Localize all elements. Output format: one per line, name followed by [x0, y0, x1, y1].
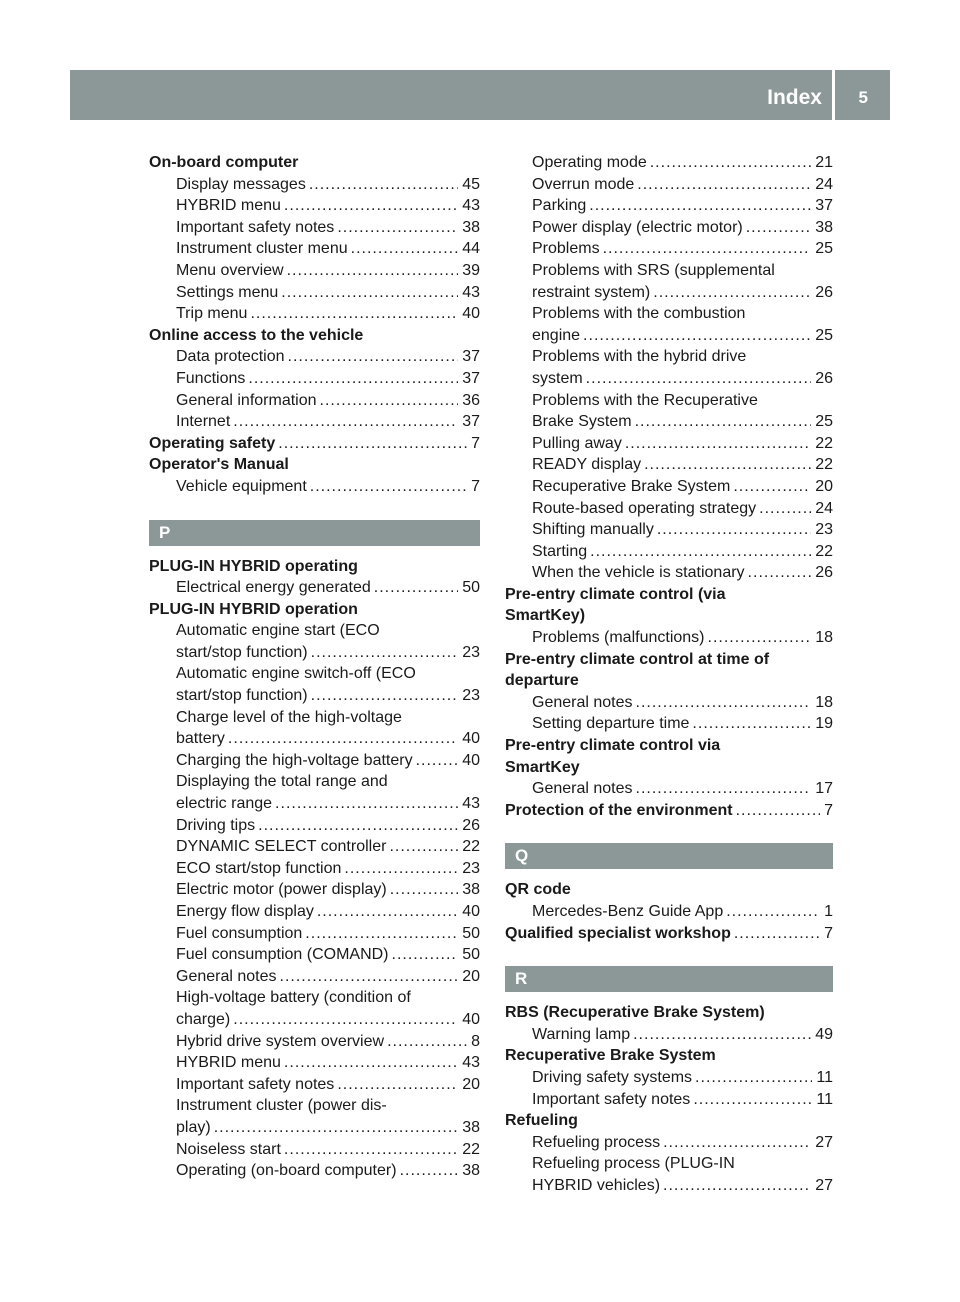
index-subentry[interactable]: electric range ..... 43 — [149, 793, 480, 815]
index-entry-plug-in-hybrid-operating[interactable]: PLUG-IN HYBRID operating — [149, 557, 358, 575]
index-entry-operating-safety[interactable]: Operating safety ..... 7 — [149, 433, 480, 455]
index-entry-pre-entry-climate-via-smartkey-b[interactable]: SmartKey) — [505, 607, 586, 625]
index-subentry-line1: Automatic engine start (ECO — [176, 622, 380, 640]
index-subentry[interactable]: Charging the high-voltage battery ..... 40 — [149, 750, 480, 772]
index-subentry[interactable]: HYBRID menu ..... 43 — [149, 195, 480, 217]
index-subentry[interactable]: Important safety notes ..... 38 — [149, 217, 480, 239]
index-subentry[interactable]: restraint system) ..... 26 — [505, 282, 833, 304]
index-subentry[interactable]: Problems ..... 25 — [505, 238, 833, 260]
index-entry-recuperative-brake-system[interactable]: Recuperative Brake System — [505, 1047, 716, 1065]
index-subentry[interactable]: Brake System ..... 25 — [505, 411, 833, 433]
index-subentry[interactable]: start/stop function) ..... 23 — [149, 685, 480, 707]
index-subentry[interactable]: Vehicle equipment ..... 7 — [149, 476, 480, 498]
index-subentry[interactable]: Driving tips ..... 26 — [149, 815, 480, 837]
index-subentry[interactable]: Fuel consumption (COMAND) ..... 50 — [149, 944, 480, 966]
index-subentry[interactable]: Overrun mode ..... 24 — [505, 174, 833, 196]
index-entry-protection-environment[interactable]: Protection of the environment ..... 7 — [505, 800, 833, 822]
index-subentry-line1: Problems with SRS (supplemental — [532, 261, 775, 279]
index-column-right — [505, 152, 833, 1197]
section-title: Index — [767, 86, 822, 109]
index-subentry[interactable]: Internet ..... 37 — [149, 411, 480, 433]
index-subentry-line1: Problems with the hybrid drive — [532, 348, 747, 366]
index-entry-on-board-computer[interactable]: On-board computer — [149, 154, 299, 171]
index-entry-operators-manual[interactable]: Operator's Manual — [149, 456, 289, 474]
index-subentry[interactable]: Fuel consumption ..... 50 — [149, 923, 480, 945]
index-subentry-line1: Automatic engine switch-off (ECO — [176, 665, 416, 683]
index-subentry[interactable]: Warning lamp ..... 49 — [505, 1024, 833, 1046]
index-entry-pre-entry-climate-departure-a[interactable]: Pre-entry climate control at time of — [505, 650, 770, 668]
index-subentry-line1: Problems with the combustion — [532, 305, 746, 323]
index-subentry[interactable]: battery ..... 40 — [149, 728, 480, 750]
index-entry-plug-in-hybrid-operation[interactable]: PLUG-IN HYBRID operation — [149, 600, 358, 618]
index-subentry[interactable]: Electrical energy generated ..... 50 — [149, 577, 480, 599]
index-subentry[interactable]: Instrument cluster menu ..... 44 — [149, 238, 480, 260]
index-subentry-line1: Instrument cluster (power dis- — [176, 1097, 387, 1115]
index-subentry[interactable]: Recuperative Brake System ..... 20 — [505, 476, 833, 498]
index-subentry[interactable]: DYNAMIC SELECT controller ..... 22 — [149, 836, 480, 858]
index-subentry[interactable]: Power display (electric motor) ..... 38 — [505, 217, 833, 239]
index-subentry[interactable]: Menu overview ..... 39 — [149, 260, 480, 282]
index-subentry[interactable]: General notes ..... 18 — [505, 692, 833, 714]
index-subentry-line1: Problems with the Recuperative — [532, 391, 758, 409]
index-subentry[interactable]: READY display ..... 22 — [505, 454, 833, 476]
index-subentry[interactable]: start/stop function) ..... 23 — [149, 642, 480, 664]
letter-heading-q: Q — [505, 843, 833, 869]
index-subentry[interactable]: Operating (on-board computer) ..... 38 — [149, 1160, 480, 1182]
index-entry-rbs[interactable]: RBS (Recuperative Brake System) — [505, 1004, 765, 1022]
index-entry-qr-code[interactable]: QR code — [505, 881, 571, 899]
index-entry-online-access[interactable]: Online access to the vehicle — [149, 326, 364, 344]
index-subentry[interactable]: Important safety notes ..... 20 — [149, 1074, 480, 1096]
index-subentry[interactable]: HYBRID vehicles) ..... 27 — [505, 1175, 833, 1197]
index-column-left — [149, 152, 480, 1182]
index-subentry[interactable]: Shifting manually ..... 23 — [505, 519, 833, 541]
index-subentry[interactable]: Noiseless start ..... 22 — [149, 1139, 480, 1161]
index-subentry[interactable]: Refueling process ..... 27 — [505, 1132, 833, 1154]
index-subentry[interactable]: charge) ..... 40 — [149, 1009, 480, 1031]
index-subentry[interactable]: Pulling away ..... 22 — [505, 433, 833, 455]
index-subentry[interactable]: Electric motor (power display) ..... 38 — [149, 879, 480, 901]
index-subentry[interactable]: Trip menu ..... 40 — [149, 303, 480, 325]
index-subentry[interactable]: Energy flow display ..... 40 — [149, 901, 480, 923]
index-subentry[interactable]: Data protection ..... 37 — [149, 346, 480, 368]
index-subentry-line1: Charge level of the high-voltage — [176, 708, 402, 726]
index-subentry[interactable]: Driving safety systems ..... 11 — [505, 1067, 833, 1089]
index-subentry[interactable]: engine ..... 25 — [505, 325, 833, 347]
index-subentry[interactable]: ECO start/stop function ..... 23 — [149, 858, 480, 880]
index-subentry[interactable]: Mercedes-Benz Guide App ..... 1 — [505, 901, 833, 923]
index-entry-qualified-specialist-workshop[interactable]: Qualified specialist workshop ..... 7 — [505, 923, 833, 945]
index-subentry[interactable]: Setting departure time ..... 19 — [505, 713, 833, 735]
index-subentry[interactable]: General information ..... 36 — [149, 390, 480, 412]
index-entry-pre-entry-climate-departure-b[interactable]: departure — [505, 672, 579, 690]
index-entry-pre-entry-climate-via-smartkey-a[interactable]: Pre-entry climate control (via — [505, 585, 726, 603]
letter-heading-r: R — [505, 966, 833, 992]
index-entry-pre-entry-climate-smartkey-a[interactable]: Pre-entry climate control via — [505, 737, 721, 755]
index-entry-refueling[interactable]: Refueling — [505, 1112, 578, 1130]
index-subentry[interactable]: Parking ..... 37 — [505, 195, 833, 217]
index-subentry[interactable]: HYBRID menu ..... 43 — [149, 1052, 480, 1074]
index-entry-pre-entry-climate-smartkey-b[interactable]: SmartKey — [505, 758, 580, 776]
header-divider — [832, 70, 835, 120]
index-subentry[interactable]: system ..... 26 — [505, 368, 833, 390]
index-subentry[interactable]: Functions ..... 37 — [149, 368, 480, 390]
page-number: 5 — [858, 88, 868, 107]
letter-heading-p: P — [149, 520, 480, 546]
index-subentry[interactable]: Important safety notes ..... 11 — [505, 1089, 833, 1111]
index-subentry-line1: High-voltage battery (condition of — [176, 989, 411, 1007]
header-bar — [70, 70, 890, 120]
index-subentry[interactable]: Problems (malfunctions) ..... 18 — [505, 627, 833, 649]
index-subentry[interactable]: General notes ..... 20 — [149, 966, 480, 988]
index-subentry[interactable]: Hybrid drive system overview ..... 8 — [149, 1031, 480, 1053]
index-subentry[interactable]: Starting ..... 22 — [505, 541, 833, 563]
index-subentry[interactable]: Operating mode ..... 21 — [505, 152, 833, 174]
index-subentry[interactable]: General notes ..... 17 — [505, 778, 833, 800]
index-subentry[interactable]: Display messages ..... 45 — [149, 174, 480, 196]
index-subentry[interactable]: Settings menu ..... 43 — [149, 282, 480, 304]
index-subentry[interactable]: Route-based operating strategy ..... 24 — [505, 498, 833, 520]
index-subentry-line1: Displaying the total range and — [176, 773, 388, 791]
index-subentry[interactable]: When the vehicle is stationary ..... 26 — [505, 562, 833, 584]
index-subentry[interactable]: play) ..... 38 — [149, 1117, 480, 1139]
index-subentry-line1: Refueling process (PLUG-IN — [532, 1155, 735, 1173]
